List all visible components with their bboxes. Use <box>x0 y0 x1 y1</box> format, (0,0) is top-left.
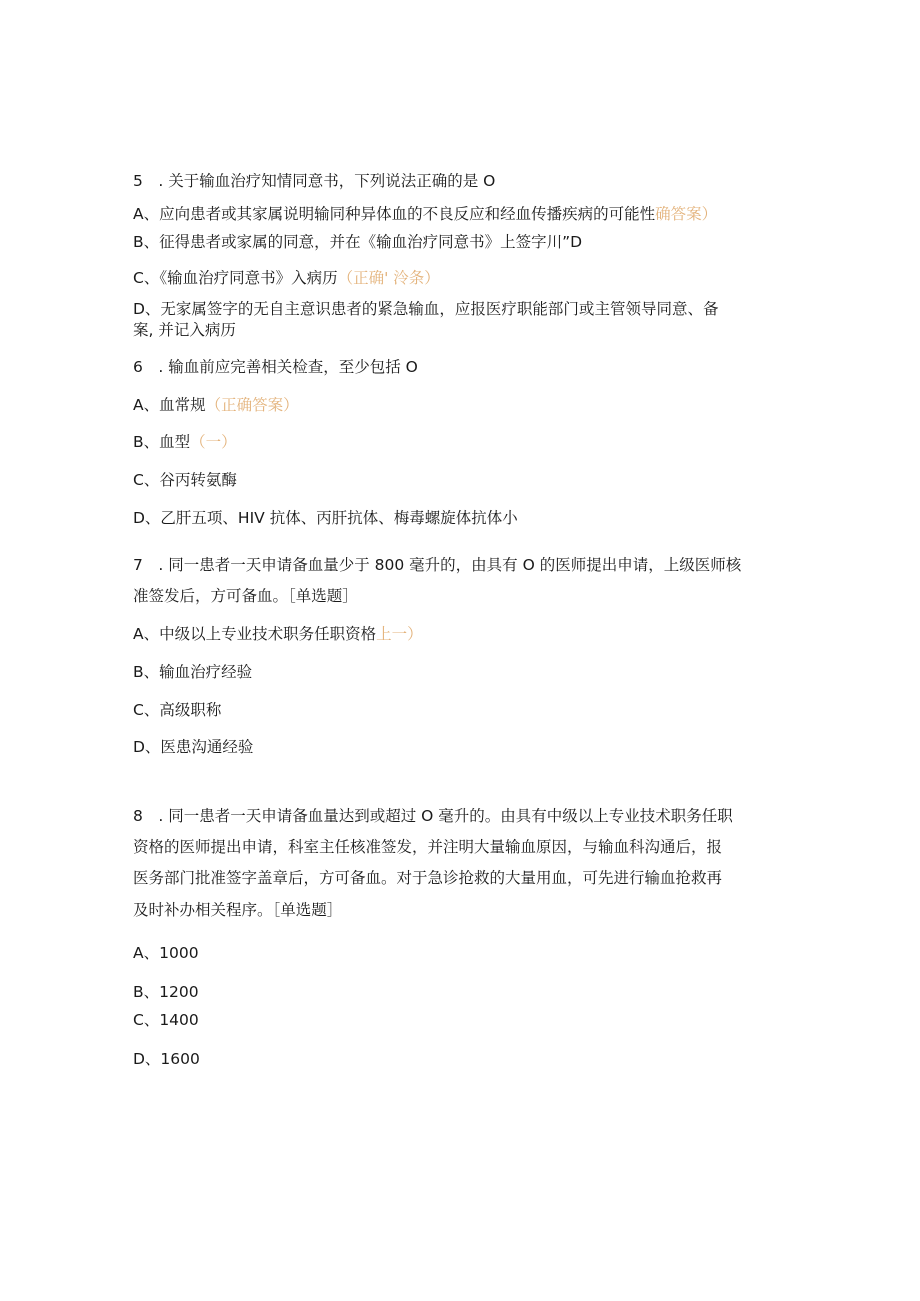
option-c <box>133 1009 199 1031</box>
option-text: C、1400 <box>133 1011 199 1029</box>
option-text: D、医患沟通经验 <box>133 738 254 756</box>
option-b <box>133 231 582 253</box>
answer-mark: （一） <box>190 433 237 451</box>
option-d <box>133 298 718 320</box>
option-a <box>133 394 299 416</box>
option-text: A、血常规 <box>133 396 206 414</box>
option-text: B、1200 <box>133 983 199 1001</box>
option-b <box>133 431 237 453</box>
question-stem-continued: 医务部门批准签字盖章后，方可备血。对于急诊抢救的大量用血，可先进行输血抢救再 <box>133 869 723 887</box>
option-text: B、血型 <box>133 433 191 451</box>
question-stem-continued: 及时补办相关程序。［单选题］ <box>133 901 343 919</box>
option-d <box>133 507 518 529</box>
option-text: C、高级职称 <box>133 701 222 719</box>
option-text: C、谷丙转氨酶 <box>133 471 237 489</box>
answer-mark: （正确答案） <box>205 396 299 414</box>
answer-mark: 确答案） <box>655 205 718 223</box>
option-c <box>133 699 221 721</box>
option-d-continued <box>133 319 236 341</box>
question-stem: 6 . 输血前应完善相关检查，至少包括 O <box>133 358 418 376</box>
option-a <box>133 623 423 645</box>
option-a <box>133 203 717 225</box>
option-c <box>133 469 237 491</box>
option-text: D、无家属签字的无自主意识患者的紧急输血，应报医疗职能部门或主管领导同意、备 <box>133 300 719 318</box>
option-text: 案, 并记入病历 <box>133 321 236 339</box>
answer-mark: 上一） <box>376 625 423 643</box>
option-text: D、1600 <box>133 1050 200 1068</box>
option-b <box>133 661 252 683</box>
option-text: B、征得患者或家属的同意，并在《输血治疗同意书》上签字川”D <box>133 233 583 251</box>
option-text: B、输血治疗经验 <box>133 663 253 681</box>
question-stem-continued: 准签发后，方可备血。［单选题］ <box>133 587 358 605</box>
question-stem-continued: 资格的医师提出申请，科室主任核准签发，并注明大量输血原因，与输血科沟通后，报 <box>133 838 723 856</box>
option-a <box>133 942 199 964</box>
option-text: D、乙肝五项、HIV 抗体、丙肝抗体、梅毒螺旋体抗体小 <box>133 509 518 527</box>
option-text: C、《输血治疗同意书》入病历 <box>133 269 338 287</box>
question-stem: 8 . 同一患者一天申请备血量达到或超过 O 毫升的。由具有中级以上专业技术职务任职 <box>133 807 733 825</box>
option-text: A、中级以上专业技术职务任职资格 <box>133 625 377 643</box>
question-stem: 5 . 关于输血治疗知情同意书，下列说法正确的是 O <box>133 172 496 190</box>
answer-mark: （正确' 泠条） <box>337 269 440 287</box>
option-b <box>133 981 199 1003</box>
option-d <box>133 736 253 758</box>
option-c <box>133 267 440 289</box>
option-text: A、1000 <box>133 944 199 962</box>
question-stem: 7 . 同一患者一天申请备血量少于 800 毫升的，由具有 O 的医师提出申请，上级医师核 <box>133 556 742 574</box>
option-d <box>133 1048 200 1070</box>
option-text: A、应向患者或其家属说明输同种异体血的不良反应和经血传播疾病的可能性 <box>133 205 656 223</box>
